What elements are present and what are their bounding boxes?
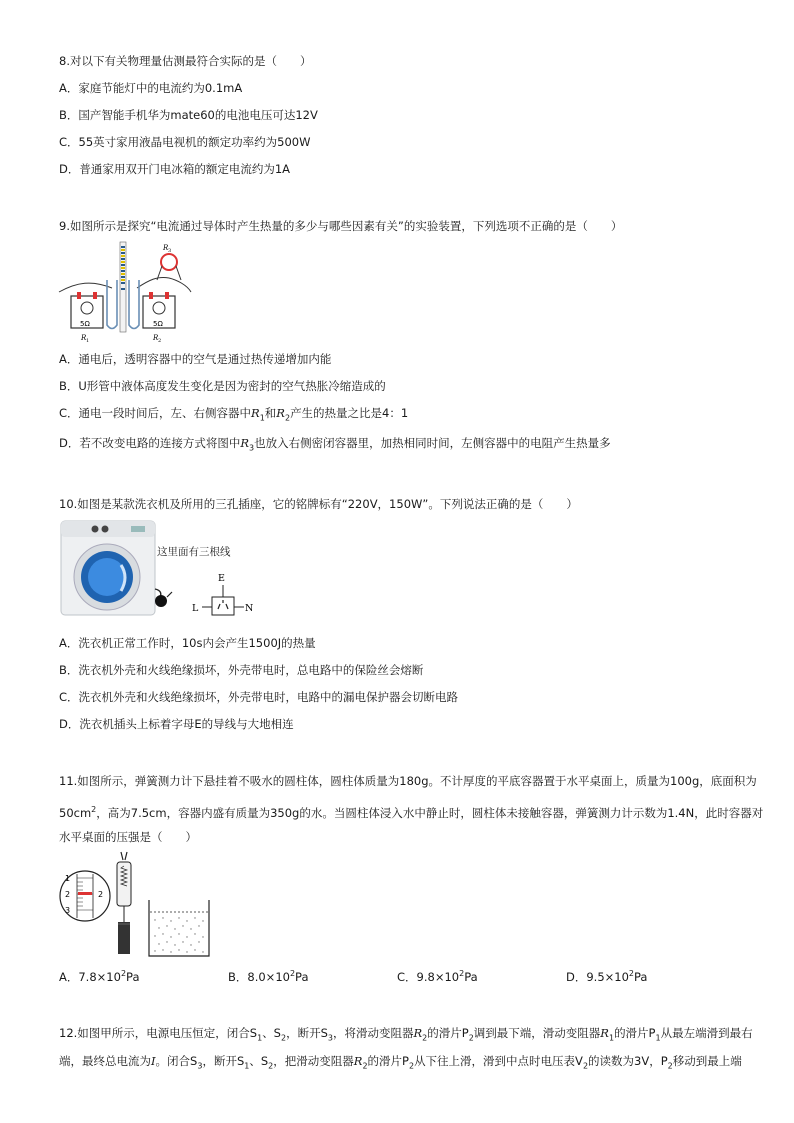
q11-fig-tick-2-right: 2 bbox=[98, 890, 104, 899]
q11-option-d: D．$9.5\times 10^2Pa$ bbox=[566, 969, 648, 984]
q9-fig-r1-sub: 1 bbox=[86, 338, 90, 344]
q10-fig-n-label: N bbox=[245, 603, 254, 614]
q9-fig-right-resistance: 5Ω bbox=[153, 320, 163, 328]
q11-fig-tick-3: 3 bbox=[65, 906, 71, 915]
q11-stem-line3: 水平桌面的压强是（ ） bbox=[59, 830, 197, 844]
q9-stem: 9.如图所示是探究“电流通过导体时产生热量的多少与哪些因素有关”的实验装置，下列选项不正确的是（ ） bbox=[59, 219, 623, 233]
q10-fig-l-label: L bbox=[192, 603, 199, 614]
q11-option-c: C．$9.8\times 10^2Pa$ bbox=[397, 969, 478, 984]
q9-fig-r1-label: R bbox=[81, 334, 87, 342]
q11-stem-line1: 11.如图所示，弹簧测力计下悬挂着不吸水的圆柱体，圆柱体质量为180g。不计厚度的平底容器置于水平桌面上，质量为100g，底面积为 bbox=[59, 774, 757, 788]
q11-spring-scale-figure bbox=[59, 850, 211, 958]
q10-stem: 10.如图是某款洗衣机及所用的三孔插座，它的铭牌标有“220V，150W”。下列说法正确的是（ ） bbox=[59, 497, 578, 511]
q10-fig-e-label: E bbox=[218, 573, 225, 584]
q10-washing-machine-figure bbox=[59, 519, 259, 617]
q9-fig-left-resistance: 5Ω bbox=[80, 320, 90, 328]
q11-stem-line2: $50cm^2$，高为7.5cm，容器内盛有质量为350g的水。当圆柱体浸入水中静止时，圆柱体未接触容器，弹簧测力计示数为1.4N，此时容器对 bbox=[59, 805, 764, 820]
q9-option-c: C．通电一段时间后，左、右侧容器中$R_1$和$R_2$产生的热量之比是4：1 bbox=[59, 406, 409, 423]
q11-fig-tick-1: 1 bbox=[65, 874, 71, 883]
q9-option-d: D．若不改变电路的连接方式将图中$R_3$也放入右侧密闭容器里，加热相同时间，左侧容器中的电阻产生热量多 bbox=[59, 436, 611, 453]
q11-fig-tick-2: 2 bbox=[65, 890, 71, 899]
q10-option-b: B．洗衣机外壳和火线绝缘损坏，外壳带电时，总电路中的保险丝会熔断 bbox=[59, 663, 424, 677]
q9-heating-apparatus-figure bbox=[57, 240, 192, 348]
q11-option-b: B．$8.0\times 10^2Pa$ bbox=[228, 969, 309, 984]
q9-fig-r3-sub: 3 bbox=[168, 248, 172, 254]
q10-option-d: D．洗衣机插头上标着字母E的导线与大地相连 bbox=[59, 717, 294, 731]
q8-option-d: D．普通家用双开门电冰箱的额定电流约为1A bbox=[59, 162, 291, 176]
q8-option-b: B．国产智能手机华为mate60的电池电压可达12V bbox=[59, 108, 318, 122]
q12-stem-line2: 端，最终总电流为I。闭合$S_3$，断开$S_1$、$S_2$，把滑动变阻器$R_2$的滑片$P_2$从下往上滑，滑到中点时电压表$V_2$的读数为3V，$P_2$移动到最上端 bbox=[59, 1054, 742, 1071]
q8-option-c: C．55英寸家用液晶电视机的额定功率约为500W bbox=[59, 135, 311, 149]
q8-option-a: A．家庭节能灯中的电流约为0.1mA bbox=[59, 81, 243, 95]
q11-option-a: A．$7.8\times 10^2Pa$ bbox=[59, 969, 140, 984]
q9-fig-r2-sub: 2 bbox=[158, 338, 162, 344]
q9-fig-r3-label: R bbox=[163, 244, 169, 252]
q10-option-a: A．洗衣机正常工作时，10s内会产生1500J的热量 bbox=[59, 636, 316, 650]
q9-option-b: B．U形管中液体高度发生变化是因为密封的空气热胀冷缩造成的 bbox=[59, 379, 386, 393]
q10-option-c: C．洗衣机外壳和火线绝缘损坏，外壳带电时，电路中的漏电保护器会切断电路 bbox=[59, 690, 459, 704]
q12-stem-line1: 12.如图甲所示，电源电压恒定，闭合$S_1$、$S_2$，断开$S_3$，将滑动变阻器$R_2$的滑片$P_2$调到最下端，滑动变阻器$R_1$的滑片$P_1$从最左端滑到最右 bbox=[59, 1026, 753, 1043]
q10-fig-caption: 这里面有三根线 bbox=[157, 546, 231, 558]
q9-option-a: A．通电后，透明容器中的空气是通过热传递增加内能 bbox=[59, 352, 332, 366]
q9-fig-r2-label: R bbox=[153, 334, 159, 342]
q8-stem: 8.对以下有关物理量估测最符合实际的是（ ） bbox=[59, 54, 312, 68]
